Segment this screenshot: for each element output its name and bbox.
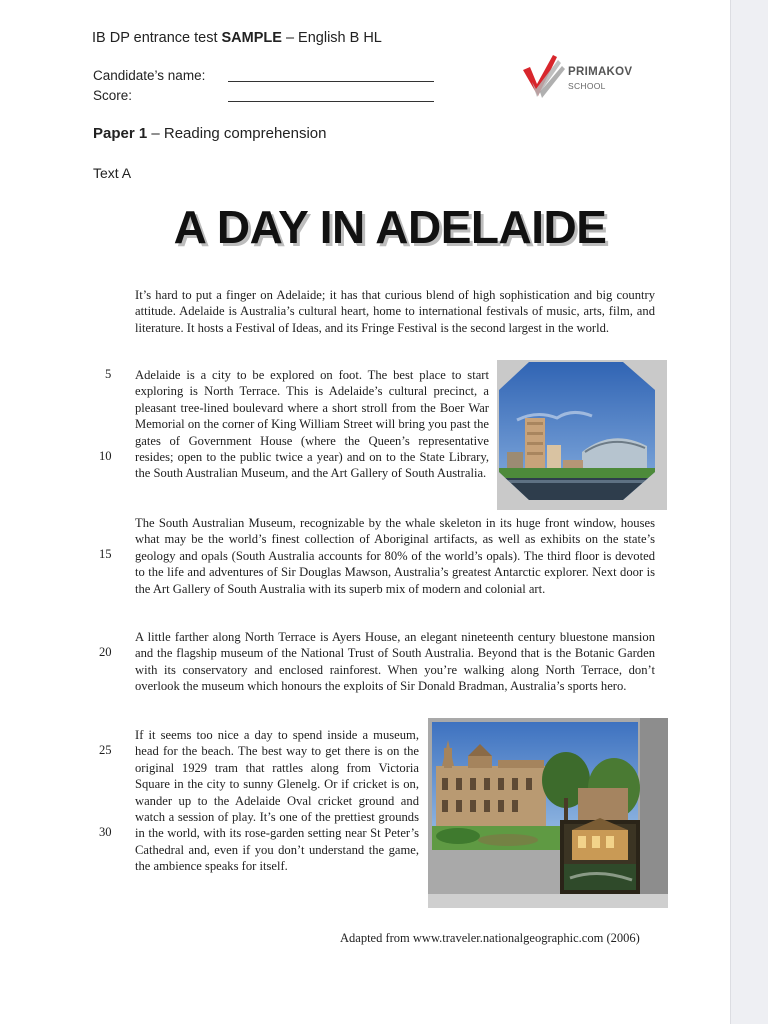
- text-label: Text A: [93, 165, 132, 181]
- article-paragraph-1: It’s hard to put a finger on Adelaide; it has that curious blend of high sophistication and big country attitude. Adelaide is Australia’s cultural heart, home to international festivals of music, arts, film, and literature. It hosts a Festival of Ideas, and its Fringe Festival is the second largest in the world.: [135, 288, 655, 335]
- line-number-10: 10: [99, 449, 112, 463]
- line-number-15: 15: [99, 547, 112, 561]
- article-source: Adapted from www.traveler.nationalgeographic.com (2006): [340, 931, 640, 945]
- logo-sub: SCHOOL: [568, 81, 606, 91]
- line-number-20: 20: [99, 645, 112, 659]
- paper-heading: Paper 1 – Reading comprehension: [93, 125, 327, 142]
- candidate-name-label: Candidate’s name:: [93, 68, 206, 83]
- adelaide-skyline-photo: [497, 360, 667, 510]
- line-number-25: 25: [99, 743, 112, 757]
- article-title: A DAY IN ADELAIDE: [173, 201, 607, 253]
- logo-name: PRIMAKOV: [568, 66, 633, 78]
- article-paragraph-4: A little farther along North Terrace is Ayers House, an elegant nineteenth century bluestone mansion and the flagship museum of the National Trust of South Australia. Beyond that is the Botanic Garden with its conservatory and enclosed rainforest. When you’re walking along North Terrace, don’t overlook the museum which honours the exploits of Sir Donald Bradman, Australia’s sports hero.: [135, 630, 655, 694]
- line-number-5: 5: [105, 367, 112, 381]
- article-paragraph-2: Adelaide is a city to be explored on foot. The best place to start exploring is North Terrace. This is Adelaide’s cultural precinct, a pleasant tree-lined boulevard where a short stroll from the Boer War Memorial on the corner of King William Street will bring you past the gates of Government House (where the Queen’s representative resides; open to the public twice a year) and on to the State Library, the South Australian Museum, and the Art Gallery of South Australia.: [135, 368, 489, 481]
- page-edge: [730, 0, 768, 1024]
- adelaide-buildings-photo: [428, 718, 668, 908]
- line-number-30: 30: [99, 825, 112, 839]
- article-paragraph-3: The South Australian Museum, recognizable by the whale skeleton in its huge front window, houses what may be the world’s finest collection of Aboriginal artifacts, as well as exhibits on the state’s geology and opals (South Australia accounts for 80% of the world’s opals). The third floor is devoted to the life and adventures of Sir Douglas Mawson, Australia’s greatest Antarctic explorer. Next door is the Art Gallery of South Australia with its superb mix of modern and colonial art.: [135, 516, 655, 596]
- candidate-name-line: [228, 81, 434, 82]
- score-line: [228, 101, 434, 102]
- test-title: IB DP entrance test SAMPLE – English B HL: [92, 30, 382, 46]
- score-label: Score:: [93, 88, 133, 103]
- article-paragraph-5: If it seems too nice a day to spend inside a museum, head for the beach. The best way to get there is on the original 1929 tram that rattles along from Victoria Square in the city to sunny Glenelg. Or if cricket is on, wander up to the Adelaide Oval cricket ground and watch a session of play. It’s one of the prettiest grounds in the world, with its rose-garden setting near St Peter’s Cathedral and, even if you don’t understand the game, the ambience speaks for itself.: [135, 728, 419, 874]
